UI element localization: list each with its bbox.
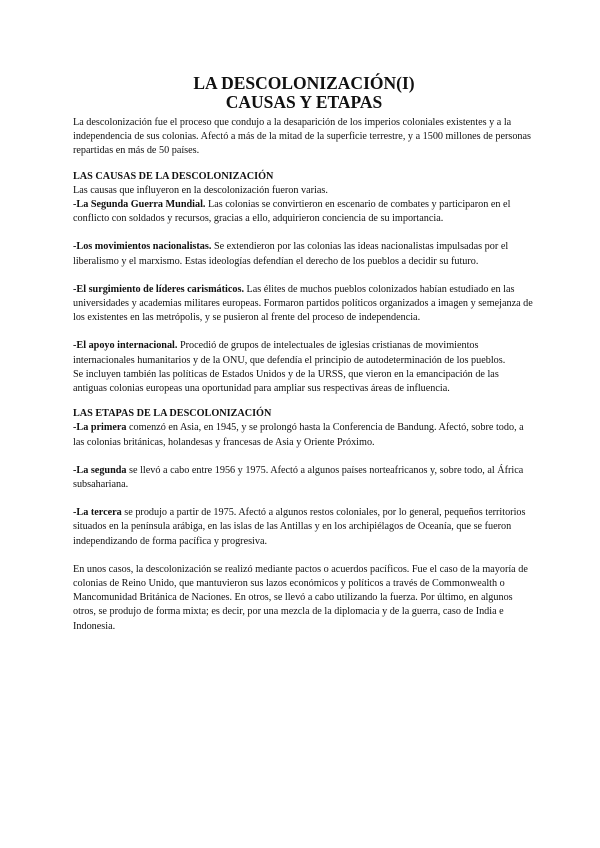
- title-line-1: LA DESCOLONIZACIÓN(I): [193, 73, 415, 93]
- cause-text: Las colonias se convirtieron en escenario de combates y participaron en el conflicto con soldados y recursos, gracias a ello, adquirieron conciencia de su importancia.: [73, 199, 511, 225]
- cause-term: -El apoyo internacional.: [73, 340, 178, 352]
- document-page: [73, 74, 535, 634]
- cause-term: -La Segunda Guerra Mundial.: [73, 199, 206, 211]
- title-line-2: CAUSAS Y ETAPAS: [225, 92, 383, 112]
- cause-text: Se extendieron por las colonias las ideas nacionalistas impulsadas por el liberalismo y el marxismo. Estas ideologías defendían el derecho de los pueblos a decidir su futuro.: [73, 241, 509, 267]
- stage-item: [73, 464, 535, 492]
- intro-paragraph: La descolonización fue el proceso que condujo a la desaparición de los imperios coloniales existentes y a la independencia de sus colonias. Afectó a más de la mitad de la superficie terrestre, y a 1500 millones de personas repartidas en más de 50 países.: [73, 117, 531, 157]
- stage-text: se produjo a partir de 1975. Afectó a algunos restos coloniales, por lo general, pequeños territorios situados en la península arábiga, en las islas de las Antillas y en los archipiélagos de Oceanía, que se fueron independizando de forma pacífica y progresiva.: [73, 507, 526, 547]
- stage-term: -La tercera: [73, 507, 122, 519]
- stages-heading: LAS ETAPAS DE LA DESCOLONIZACIÓN: [73, 408, 272, 420]
- page-title: [73, 74, 535, 112]
- cause-term: -El surgimiento de líderes carismáticos.: [73, 283, 244, 295]
- causes-heading: LAS CAUSAS DE LA DESCOLONIZACIÓN: [73, 170, 274, 182]
- stage-term: -La segunda: [73, 464, 127, 476]
- causes-extra: Se incluyen también las políticas de Estados Unidos y de la URSS, que vieron en la emancipación de las antiguas colonias europeas una oportunidad para ampliar sus respectivas áreas de influencia.: [73, 368, 499, 395]
- cause-item: [73, 283, 535, 326]
- cause-text: Las élites de muchos pueblos colonizados habían estudiado en las universidades y academias militares europeas. Formaron partidos políticos organizados a imagen y semejanza de los existentes en las metrópolis, y se pusieron al frente del proceso de independencia.: [73, 283, 533, 324]
- stage-item: [73, 421, 535, 449]
- stage-term: -La primera: [73, 422, 127, 434]
- cause-item: [73, 339, 535, 367]
- cause-term: -Los movimientos nacionalistas.: [73, 241, 212, 253]
- cause-item: [73, 198, 535, 226]
- closing-paragraph: En unos casos, la descolonización se realizó mediante pactos o acuerdos pacíficos. Fue el caso de la mayoría de colonias de Reino Unido, que mantuvieron sus lazos económicos y políticos a través de Commonwealth o Mancomunidad Británica de Naciones. En otros, se llevó a cabo utilizando la fuerza. Por último, en algunos otros, se produjo de forma mixta; es decir, por una mezcla de la diplomacia y de la guerra, caso de India e Indonesia.: [73, 563, 528, 632]
- stage-text: se llevó a cabo entre 1956 y 1975. Afectó a algunos países norteafricanos y, sobre todo, al África subsahariana.: [73, 464, 524, 491]
- causes-lead: Las causas que influyeron en la descolonización fueron varias.: [73, 184, 328, 196]
- cause-text: Procedió de grupos de intelectuales de iglesias cristianas de movimientos internacionales humanitarios y de la ONU, que defendía el principio de autodeterminación de los pueblos.: [73, 340, 506, 366]
- stage-item: [73, 506, 535, 549]
- stage-text: comenzó en Asia, en 1945, y se prolongó hasta la Conferencia de Bandung. Afectó, sobre todo, a las colonias británicas, holandesas y francesas de Asia y Oriente Próximo.: [73, 422, 524, 448]
- cause-item: [73, 240, 535, 268]
